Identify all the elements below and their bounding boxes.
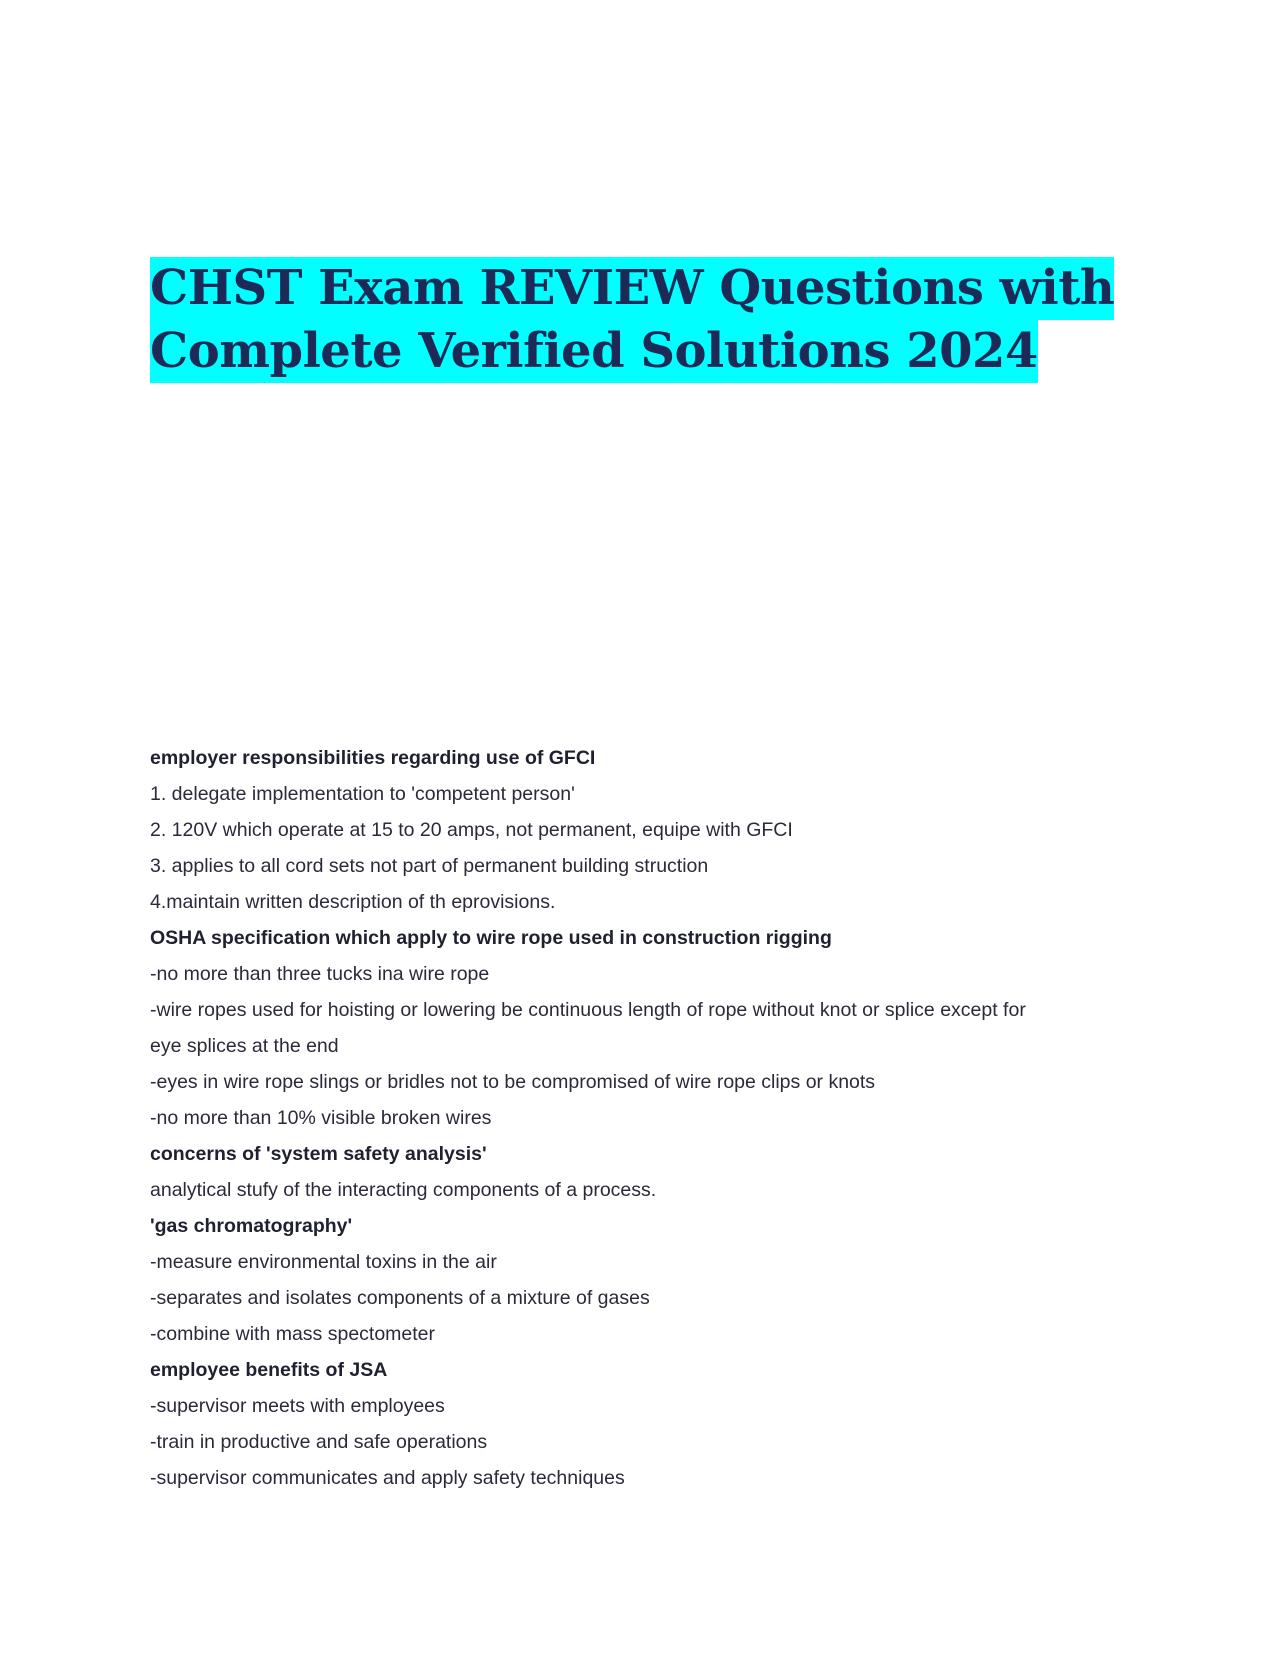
document-title xyxy=(150,257,1150,383)
answer-line: -no more than three tucks ina wire rope xyxy=(150,963,490,985)
answer-line: 2. 120V which operate at 15 to 20 amps, not permanent, equipe with GFCI xyxy=(150,819,793,841)
question-heading: OSHA specification which apply to wire rope used in construction rigging xyxy=(150,927,832,949)
answer-line: 3. applies to all cord sets not part of permanent building struction xyxy=(150,855,709,877)
title-line-2: Complete Verified Solutions 2024 xyxy=(150,320,1038,383)
answer-line: analytical stufy of the interacting components of a process. xyxy=(150,1179,657,1201)
answer-line: -wire ropes used for hoisting or lowering be continuous length of rope without knot or splice except for xyxy=(150,999,1026,1021)
answer-line: -supervisor meets with employees xyxy=(150,1395,445,1417)
answer-line: -combine with mass spectometer xyxy=(150,1323,436,1345)
answer-line: 4.maintain written description of th eprovisions. xyxy=(150,891,556,913)
answer-line: 1. delegate implementation to 'competent person' xyxy=(150,783,575,805)
question-heading: employer responsibilities regarding use of GFCI xyxy=(150,747,596,769)
answer-line: eye splices at the end xyxy=(150,1035,339,1057)
answer-line: -no more than 10% visible broken wires xyxy=(150,1107,492,1129)
answer-line: -eyes in wire rope slings or bridles not to be compromised of wire rope clips or knots xyxy=(150,1071,876,1093)
answer-line: -measure environmental toxins in the air xyxy=(150,1251,497,1273)
question-heading: concerns of 'system safety analysis' xyxy=(150,1143,487,1165)
qa-list xyxy=(150,740,1150,1496)
answer-line: -supervisor communicates and apply safety techniques xyxy=(150,1467,625,1489)
question-heading: employee benefits of JSA xyxy=(150,1359,388,1381)
title-line-1: CHST Exam REVIEW Questions with xyxy=(150,257,1114,320)
question-heading: 'gas chromatography' xyxy=(150,1215,353,1237)
answer-line: -separates and isolates components of a mixture of gases xyxy=(150,1287,650,1309)
answer-line: -train in productive and safe operations xyxy=(150,1431,488,1453)
